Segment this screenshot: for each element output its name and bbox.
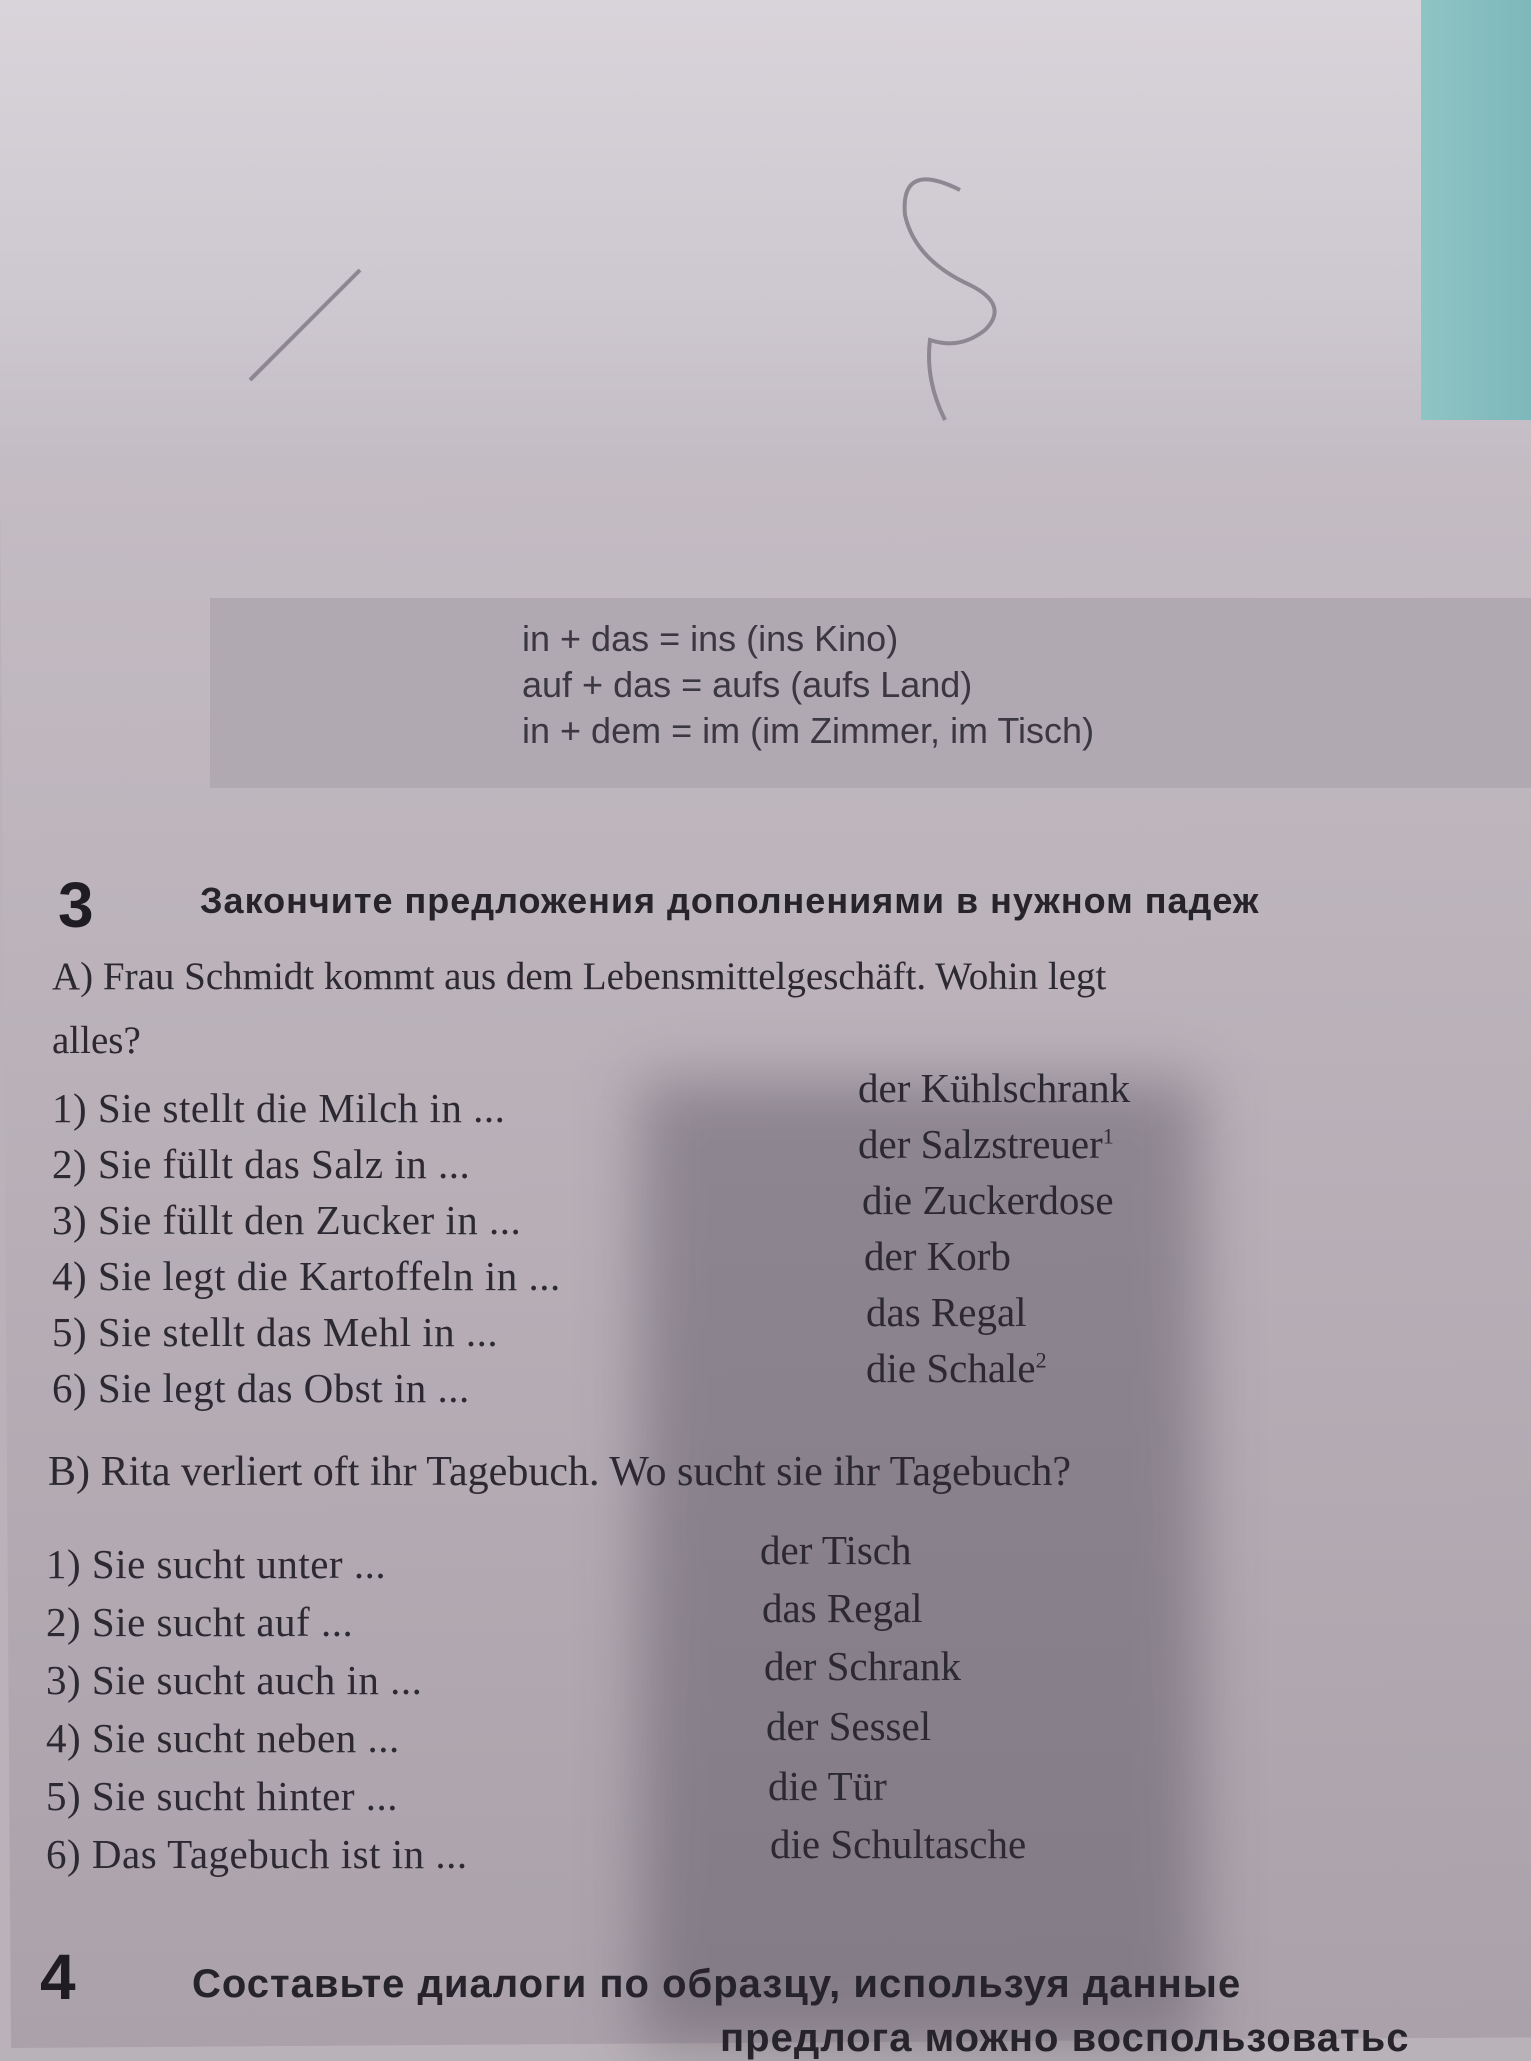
pen-marks: [0, 0, 1531, 520]
exercise-item: 5) Sie sucht hinter ...: [46, 1773, 398, 1819]
answer-word: die Schultasche: [770, 1821, 1027, 1867]
task-title: Закончите предложения дополнениями в нужном падеж: [200, 880, 1260, 921]
part-a-prompt-cont: alles?: [52, 1019, 141, 1062]
footnote-mark: 1: [1102, 1123, 1114, 1149]
rule-line: in + dem = im (im Zimmer, im Tisch): [522, 710, 1095, 751]
exercise-item: 1) Sie stellt die Milch in ...: [52, 1085, 506, 1131]
task-title-cont: предлога можно воспользоватьс: [720, 2016, 1410, 2060]
task-number: 4: [40, 1941, 76, 2013]
footnote-mark: 2: [1035, 1347, 1047, 1373]
answer-word: die Tür: [768, 1763, 887, 1809]
part-a-prompt: A) Frau Schmidt kommt aus dem Lebensmittelgeschäft. Wohin legt: [52, 955, 1107, 998]
rule-line: in + das = ins (ins Kino): [522, 618, 899, 659]
answer-word: der Tisch: [760, 1527, 912, 1573]
answer-word: das Regal: [866, 1289, 1027, 1335]
task-number: 3: [58, 869, 94, 941]
exercise-item: 2) Sie füllt das Salz in ...: [52, 1141, 471, 1187]
exercise-item: 3) Sie sucht auch in ...: [46, 1657, 423, 1703]
answer-word: der Kühlschrank: [858, 1065, 1131, 1111]
exercise-item: 1) Sie sucht unter ...: [46, 1541, 387, 1587]
task-title: Составьте диалоги по образцу, используя данные: [192, 1962, 1242, 2006]
part-b-prompt: B) Rita verliert oft ihr Tagebuch. Wo sucht sie ihr Tagebuch?: [48, 1449, 1071, 1495]
exercise-item: 5) Sie stellt das Mehl in ...: [52, 1309, 499, 1355]
answer-word: der Salzstreuer$^1$: [858, 1121, 1114, 1167]
exercise-item: 2) Sie sucht auf ...: [46, 1599, 354, 1645]
exercise-item: 6) Das Tagebuch ist in ...: [46, 1831, 468, 1877]
exercise-item: 4) Sie sucht neben ...: [46, 1715, 400, 1761]
answer-word: die Schale$^2$: [866, 1345, 1047, 1391]
exercise-item: 3) Sie füllt den Zucker in ...: [52, 1197, 522, 1243]
hand-shadow: [640, 1080, 1200, 2048]
rule-line: auf + das = aufs (aufs Land): [522, 664, 973, 705]
answer-word: der Korb: [864, 1233, 1011, 1279]
answer-word: das Regal: [762, 1585, 923, 1631]
answer-word: die Zuckerdose: [862, 1177, 1114, 1223]
answer-word: der Schrank: [764, 1643, 961, 1689]
exercise-item: 4) Sie legt die Kartoffeln in ...: [52, 1253, 561, 1299]
exercise-item: 6) Sie legt das Obst in ...: [52, 1365, 470, 1411]
answer-word: der Sessel: [766, 1703, 932, 1749]
